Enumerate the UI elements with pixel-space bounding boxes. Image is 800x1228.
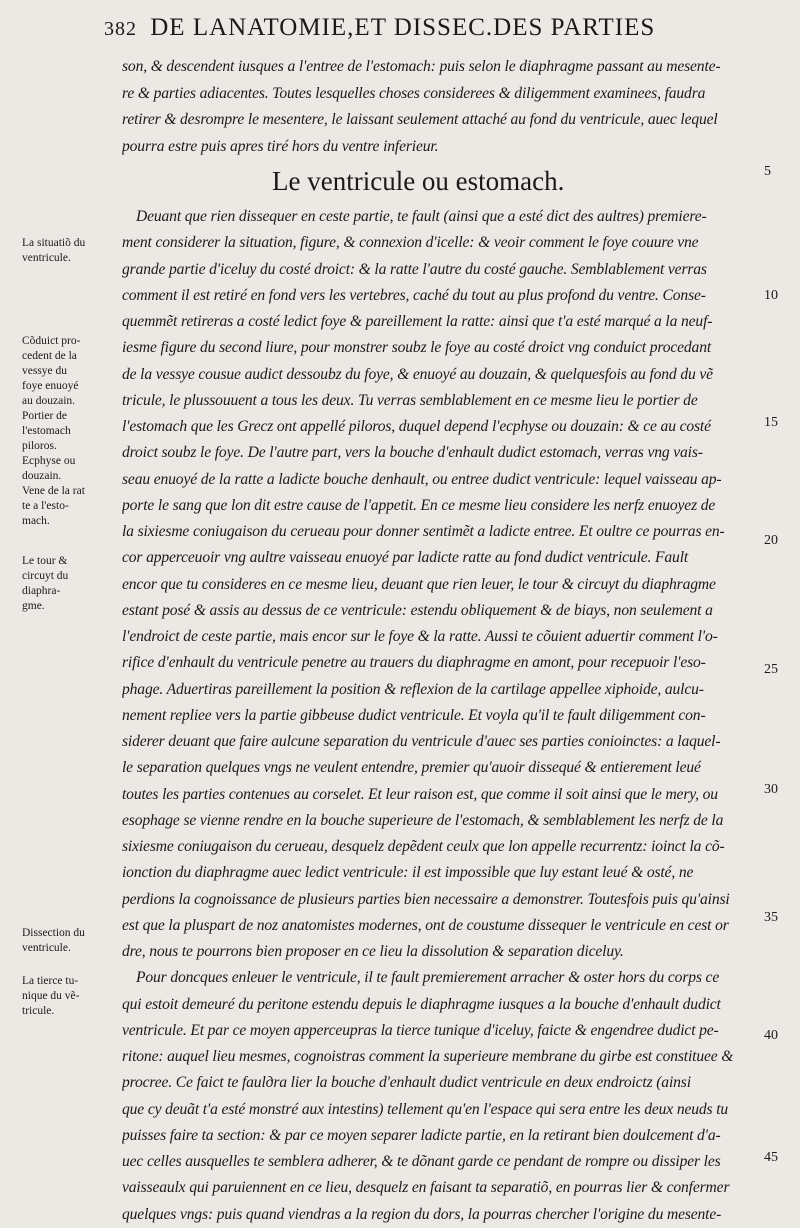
text-line: pourra estre puis apres tiré hors du ventre inferieur. [122, 137, 439, 155]
line-number: 20 [764, 533, 778, 548]
text-line: retirer & desrompre le mesentere, le laissant seulement attaché au fond du ventricule, auec lequel [122, 111, 718, 128]
margin-note-line: Portier de [22, 410, 68, 422]
margin-note-line: Dissection du [22, 927, 85, 939]
text-line: puisses faire ta section: & par ce moyen separer ladicte partie, en la retirant bien doulcement d'a- [122, 1126, 721, 1144]
margin-note-line: Cõduict pro- [22, 335, 81, 347]
line-number: 5 [764, 164, 771, 179]
text-line: Deuant que rien dissequer en ceste partie, te fault (ainsi que a esté dict des aultres) premiere- [136, 208, 707, 225]
margin-note-line: piloros. [22, 440, 57, 452]
margin-note-tunic [22, 974, 104, 1019]
running-header [104, 14, 784, 50]
text-line: vaisseaulx qui paruiennent en ce lieu, desquelz en faisant ta separatiõ, en pourras lier & confermer [122, 1179, 730, 1197]
text-line: rifice d'enhault du ventricule penetre au trauers du diaphragme en amont, pour recepuoir l'eso- [122, 654, 706, 672]
text-line: ventricule. Et par ce moyen apperceupras la tierce tunique d'iceluy, faicte & engendree dudict pe- [122, 1021, 719, 1039]
text-line: droict soubz le foye. De l'autre part, vers la bouche d'enhault dudict estomach, verras vng vais- [122, 444, 703, 462]
margin-note-situation [22, 236, 104, 266]
text-line: le separation quelques vngs ne veulent entendre, premier qu'auoir dissequé & entierement leué [122, 759, 701, 777]
text-line: son, & descendent iusques a l'entree de l'estomach: puis selon le diaphragme passant au mesente- [122, 58, 721, 75]
text-line: seau enuoyé de la ratte a ladicte bouche denhault, ou entree dudict ventricule: lequel vaisseau ap- [122, 470, 722, 488]
text-line: toutes les parties contenues au corselet. Et leur raison est, que comme il soit ainsi que le mery, ou [122, 785, 718, 803]
text-line: que cy deuãt t'a esté monstré aux intestins) tellement qu'en l'espace qui sera entre les deux neuds tu [122, 1100, 729, 1118]
margin-note-line: tricule. [22, 1005, 55, 1017]
text-line: porte le sang que lon dit estre cause de l'appetit. En ce mesme lieu considere les nerfz enuoyez de [122, 496, 716, 514]
text-line: estant posé & assis au dessus de ce ventricule: estendu obliquement & de biays, non seulement a [122, 601, 713, 619]
margin-note-line: l'estomach [22, 425, 71, 437]
margin-note-line: Ecphyse ou [22, 455, 76, 467]
text-line: nement repliee vers la partie gibbeuse dudict ventricule. Et voyla qu'il te fault diligemment con- [122, 706, 706, 724]
text-line: ionction du diaphragme auec ledict ventricule: il est impossible que luy estant leué & osté, ne [122, 864, 694, 882]
margin-note-line: circuyt du [22, 570, 69, 582]
text-line: ritone: auquel lieu mesmes, cognoistras comment la superieure membrane du girbe est constituee & [122, 1048, 734, 1065]
margin-note-line: Le tour & [22, 555, 68, 567]
margin-note-line: vessye du [22, 365, 68, 377]
text-line: procree. Ce faict te faulдra lier la bouche d'enhault dudict ventricule en deux endroictz (ainsi [122, 1074, 691, 1092]
margin-note-line: ventricule. [22, 252, 71, 264]
text-line: perdions la cognoissance de plusieurs parties bien necessaire a demonstrer. Toutesfois puis qu'ainsi [122, 890, 730, 908]
margin-note-line: te a l'esto- [22, 500, 69, 512]
text-line: quemmẽt retireras a costé ledict foye & pareillement la ratte: ainsi que t'a esté marqué a la neuf- [122, 313, 713, 330]
line-number: 30 [764, 782, 778, 797]
text-line: uec celles ausquelles te semblera adherer, & te dõnant garde ce pendant de rompre ou dissiper les [122, 1153, 721, 1170]
text-line: iesme figure du second liure, pour monstrer soubz le foye au costé droict vng conduict procedant [122, 339, 712, 357]
running-title: DE LANATOMIE,ET DISSEC.DES PARTIES [150, 14, 656, 41]
text-line: grande partie d'iceluy du costé droict: & la ratte l'autre du costé gauche. Semblablement verras [122, 260, 707, 278]
line-number: 15 [764, 415, 778, 430]
line-number: 45 [764, 1150, 778, 1165]
text-line: qui estoit demeuré du peritone estendu depuis le diaphragme iusques a la bouche d'enhault dudict [122, 995, 721, 1013]
margin-note-line: Vene de la rat [22, 485, 85, 497]
text-line: tricule, le plussouuent a tous les deux. Tu verras semblablement en ce mesme lieu le portier de [122, 391, 698, 409]
text-line: encor que tu consideres en ce mesme lieu, deuant que rien leuer, le tour & circuyt du diaphragme [122, 575, 716, 593]
margin-note-line: cedent de la [22, 350, 77, 362]
line-number: 25 [764, 662, 778, 677]
main-text [122, 204, 762, 1228]
margin-note-line: ventricule. [22, 942, 71, 954]
text-line: quelques vngs: puis quand viendras a la region du dors, la pourras chercher l'origine du mesente- [122, 1205, 722, 1223]
margin-note-line: gme. [22, 600, 45, 612]
line-number: 35 [764, 910, 778, 925]
text-line: dre, nous te pourrons bien proposer en ce lieu la dissolution & separation diceluy. [122, 943, 624, 960]
top-paragraph [122, 54, 762, 160]
text-line: esophage se vienne rendre en la bouche superieure de l'estomach, & semblablement les nerfz de la [122, 811, 724, 829]
margin-note-line: au douzain. [22, 395, 76, 407]
text-line: comment il est retiré en fond vers les vertebres, caché du tout au plus profond du ventre. Conse- [122, 286, 706, 304]
text-line: est que la pluspart de noz anatomistes modernes, ont de coustume dissequer le ventricule en cest or [122, 916, 729, 934]
margin-note-line: diaphra- [22, 585, 61, 597]
margin-note-dissection [22, 926, 104, 956]
text-line: re & parties adiacentes. Toutes lesquelles choses considerees & diligemment examinees, faudra [122, 84, 706, 102]
text-line: cor apperceuoir vng aultre vaisseau enuoyé par ladicte ratte au fond dudict ventricule. Fault [122, 549, 689, 567]
margin-note-conduit [22, 334, 104, 529]
margin-note-line: nique du vẽ- [22, 990, 80, 1002]
text-line: l'estomach que les Grecz ont appellé piloros, duquel depend l'ecphyse ou douzain: & ce au costé [122, 418, 711, 435]
margin-note-line: mach. [22, 515, 50, 527]
text-line: siderer deuant que faire aulcune separation du ventricule d'auec ses parties conioinctes: a laquel- [122, 733, 721, 750]
line-number: 10 [764, 288, 778, 303]
margin-note-line: La tierce tu- [22, 975, 79, 987]
text-line: ment considerer la situation, figure, & connexion d'icelle: & veoir comment le foye couure vne [122, 234, 699, 252]
margin-note-line: foye enuoyé [22, 380, 79, 392]
margin-note-line: La situatiõ du [22, 237, 86, 249]
page-number: 382 [104, 18, 137, 40]
margin-note-line: douzain. [22, 470, 62, 482]
margin-note-diaphragm [22, 554, 104, 614]
text-line: de la vessye cousue audict dessoubz du foye, & enuoyé au douzain, & quelquesfois au fond du vẽ [122, 365, 713, 383]
text-line: la sixiesme coniugaison du cerueau pour donner sentimẽt a ladicte entree. Et oultre ce pourras en- [122, 523, 725, 540]
text-line: sixiesme coniugaison du cerueau, desquelz depẽdent ceulx que lon appelle recurrentz: ioinct la cõ- [122, 838, 725, 855]
line-number: 40 [764, 1028, 778, 1043]
text-line: phage. Aduertiras pareillement la position & reflexion de la cartilage appellee xiphoide, aulcu- [122, 680, 704, 698]
section-heading: Le ventricule ou estomach. [272, 166, 565, 196]
text-line: Pour doncques enleuer le ventricule, il te fault premierement arracher & oster hors du corps ce [136, 969, 720, 987]
text-line: l'endroict de ceste partie, mais encor sur le foye & la ratte. Aussi te cõuient aduertir comment l'o- [122, 628, 718, 645]
